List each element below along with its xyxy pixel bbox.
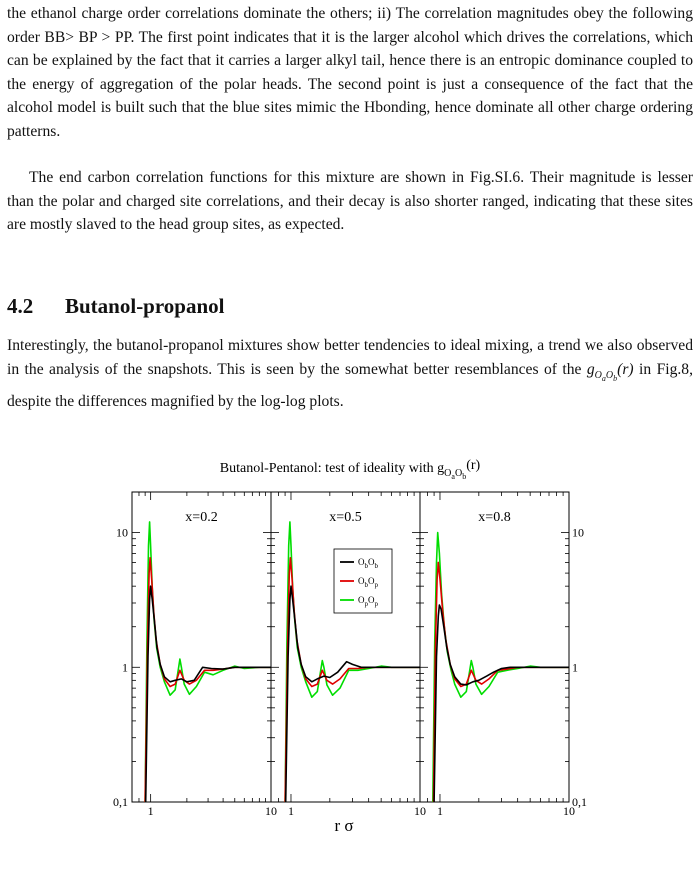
legend-label-part: O bbox=[358, 557, 365, 567]
panel-label-3: x=0.8 bbox=[478, 510, 511, 525]
legend-label-part: O bbox=[368, 576, 375, 586]
legend-label-part: O bbox=[368, 557, 375, 567]
legend-label-part: p bbox=[374, 600, 378, 608]
legend-label-part: O bbox=[368, 595, 375, 605]
x-tick-label: 10 bbox=[563, 804, 575, 818]
inline-math-sub-o: O bbox=[594, 369, 602, 381]
section-heading bbox=[7, 294, 225, 319]
chart-title-sub-a: a bbox=[451, 472, 455, 481]
section-number: 4.2 bbox=[7, 294, 34, 318]
legend-label-part: O bbox=[358, 576, 365, 586]
series-line-OO_pp-panel-1 bbox=[145, 522, 271, 802]
y-tick-label-left: 10 bbox=[116, 525, 128, 540]
legend-label-part: O bbox=[358, 595, 365, 605]
panel-frame-2 bbox=[271, 492, 420, 802]
panel-frame-1 bbox=[132, 492, 271, 802]
figure-chart bbox=[0, 445, 700, 873]
chart-title-sub-o: O bbox=[444, 468, 452, 479]
inline-math-arg: (r) bbox=[617, 360, 634, 378]
y-tick-label-left: 1 bbox=[122, 660, 128, 675]
series-line-OO_bb-panel-1 bbox=[146, 586, 271, 802]
x-tick-label: 10 bbox=[414, 804, 426, 818]
section-title: Butanol-propanol bbox=[65, 294, 225, 318]
series-line-OO_bb-panel-2 bbox=[286, 586, 420, 802]
chart-title-main: Butanol-Pentanol: test of ideality with g bbox=[219, 461, 445, 476]
panel-label-1: x=0.2 bbox=[185, 510, 218, 525]
series-line-OO_bb-panel-3 bbox=[434, 605, 569, 802]
paragraph-1: the ethanol charge order correlations dominate the others; ii) The correlation magnitudes obey the following order BB> BP > PP. The first point indicates that it is the larger alcohol which drives the correlations, which can be explained by the fact that it carries a larger alkyl tail, hence there is an entropic dominance coupled to the energy of aggregation of the polar heads. The second point is just a consequence of the fact that the alcohol model is built such that the blue sites mimic the Hbonding, hence dominate all other charge ordering patterns. bbox=[7, 5, 693, 140]
chart-title bbox=[220, 458, 481, 481]
paragraph-3-text-a: Interestingly, the butanol-propanol mixtures show better tendencies to ideal mixing, a trend we also observed in the analysis of the snapshots. This is seen by the somewhat better resemblances of the bbox=[7, 337, 693, 378]
legend-label-part: b bbox=[364, 562, 368, 570]
y-tick-label-left: 0,1 bbox=[113, 795, 128, 809]
y-tick-label-right: 1 bbox=[572, 660, 578, 675]
legend-label-part: p bbox=[364, 600, 368, 608]
paragraph-3 bbox=[7, 334, 693, 414]
legend-label-part: p bbox=[374, 581, 378, 589]
inline-math-g: g bbox=[586, 360, 595, 378]
x-tick-label: 1 bbox=[287, 804, 294, 818]
inline-math-mid-o: O bbox=[605, 369, 614, 381]
legend-label-part: b bbox=[374, 562, 378, 570]
chart-title-sub-b: b bbox=[462, 472, 467, 481]
y-tick-label-right: 0,1 bbox=[572, 795, 587, 809]
x-axis-label: r σ bbox=[334, 816, 354, 835]
chart-title-sub-mid: O bbox=[454, 468, 463, 479]
x-tick-label: 1 bbox=[147, 804, 154, 818]
panel-label-2: x=0.5 bbox=[329, 510, 362, 525]
chart-title-arg: (r) bbox=[466, 458, 481, 473]
paragraph-3-text-b: in Fig.8, despite the differences magnified by the log-log plots. bbox=[7, 360, 693, 411]
x-tick-label: 10 bbox=[265, 804, 277, 818]
inline-math-sub-b: b bbox=[613, 373, 618, 383]
x-tick-label: 1 bbox=[436, 804, 443, 818]
y-tick-label-right: 10 bbox=[572, 525, 584, 540]
panel-frame-3 bbox=[420, 492, 569, 802]
inline-math-sub-a: a bbox=[601, 373, 606, 383]
paragraph-2: The end carbon correlation functions for this mixture are shown in Fig.SI.6. Their magnitude is lesser than the polar and charged site correlations, and their decay is also shorter ranged, indicating that these sites are mostly slaved to the head group sites, as expected. bbox=[7, 169, 693, 234]
legend-label-part: b bbox=[364, 581, 368, 589]
